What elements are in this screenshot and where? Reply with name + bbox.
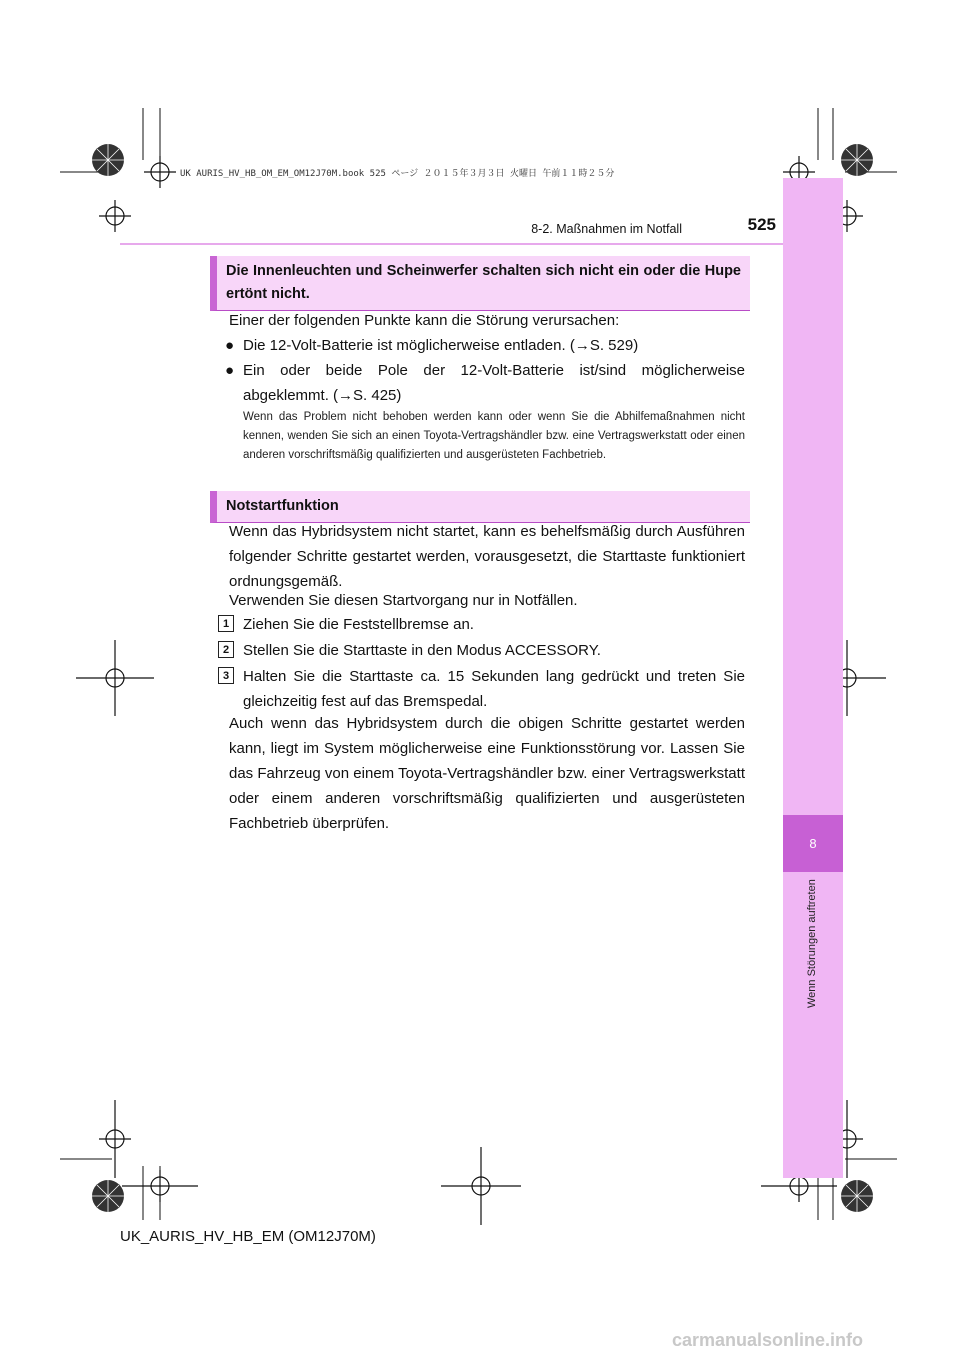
step-number-badge: 3 [218,667,234,684]
section2-closing: Auch wenn das Hybridsystem durch die obigen Schritte gestartet werden kann, liegt im System möglicherweise eine Funktionsstörung vor. Lassen Sie das Fahrzeug von einem Toyota-Vertragshändler bzw. einer Vertragswerkstatt oder einem anderen vorschriftsmäßig qualifizierten und ausgerüsteten Fachbetrieb überprüfen. [229,715,745,832]
step-number-badge: 1 [218,615,234,632]
section1-intro: Einer der folgenden Punkte kann die Störung verursachen: [229,312,620,329]
chapter-label: Wenn Störungen auftreten [806,879,818,1008]
footer-code: UK_AURIS_HV_HB_EM (OM12J70M) [120,1228,376,1245]
step-item: 1 Ziehen Sie die Feststellbremse an. [218,612,745,637]
section2-intro2: Verwenden Sie diesen Startvorgang nur in Notfällen. [229,592,578,609]
bullet-icon: ● [225,362,235,379]
file-stamp: UK AURIS_HV_HB_OM_EM_OM12J70M.book 525 ページ ２０１５年３月３日 火曜日 午前１１時２５分 [180,169,615,179]
step-number-badge: 2 [218,641,234,658]
section1-note: Wenn das Problem nicht behoben werden kann oder wenn Sie die Abhilfemaßnahmen nicht kennen, wenden Sie sich an einen Toyota-Vertragshändler bzw. eine Vertragswerkstatt oder einen anderen vorschriftsmäßig qualifizierten und ausgerüsteten Fachbetrieb. [243,411,745,461]
section-title: 8-2. Maßnahmen im Notfall [531,222,682,236]
section2-intro: Wenn das Hybridsystem nicht startet, kann es behelfsmäßig durch Ausführen folgender Schritte gestartet werden, vorausgesetzt, die Starttaste funktioniert ordnungsgemäß. [229,523,745,590]
chapter-number: 8 [783,815,843,872]
bullet-icon: ● [225,337,235,354]
list-item: ● Ein oder beide Pole der 12-Volt-Batterie ist/sind möglicherweise abgeklemmt. (→S. 425) [225,358,745,408]
section-heading-emergency-start: Notstartfunktion [210,491,750,523]
step-item: 2 Stellen Sie die Starttaste in den Modus ACCESSORY. [218,638,745,663]
section-heading-lights: Die Innenleuchten und Scheinwerfer schalten sich nicht ein oder die Hupe ertönt nicht. [210,256,750,311]
step-item: 3 Halten Sie die Starttaste ca. 15 Sekunden lang gedrückt und treten Sie gleichzeitig fest auf das Bremspedal. [218,664,745,714]
watermark: carmanualsonline.info [672,1330,864,1350]
page-number: 525 [747,215,776,234]
list-item: ● Die 12-Volt-Batterie ist möglicherweise entladen. (→S. 529) [225,333,745,358]
chapter-side-tab [783,178,843,1178]
header-rule [120,243,783,245]
